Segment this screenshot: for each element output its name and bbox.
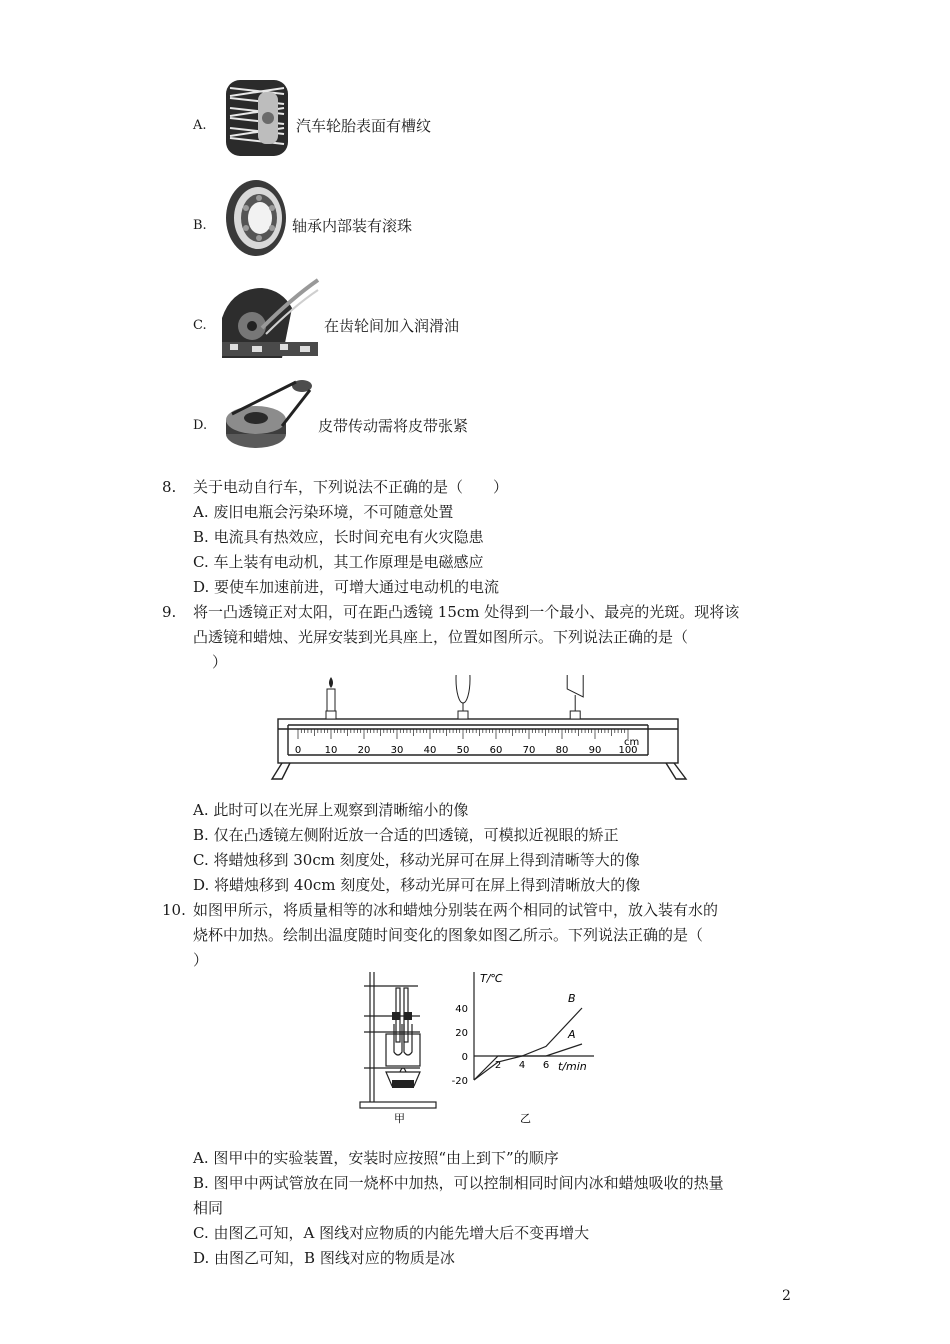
bench-tick-label: 90 (588, 745, 602, 756)
option-text: 要使车加速前进，可增大通过电动机的电流 (214, 578, 500, 596)
q7-option-c-text: 在齿轮间加入润滑油 (324, 317, 460, 335)
q8-stem: 关于电动自行车，下列说法不正确的是（ ） (193, 478, 509, 496)
q8-option-d (193, 577, 499, 597)
y-tick-label: -20 (451, 1076, 468, 1087)
option-text: 车上装有电动机，其工作原理是电磁感应 (213, 553, 484, 571)
y-tick-label: 40 (455, 1004, 468, 1015)
q8-number: 8. (162, 478, 177, 496)
q10-option-a (193, 1148, 559, 1168)
q10-stem-line-3: ） (193, 951, 209, 969)
q7-option-c-letter: C. (193, 318, 207, 333)
bench-tick-label: 30 (390, 745, 404, 756)
option-letter: C. (193, 553, 209, 571)
y-axis-label: T/℃ (480, 972, 503, 985)
option-letter: B. (193, 1174, 209, 1192)
option-text: 仅在凸透镜左侧附近放一合适的凹透镜，可模拟近视眼的矫正 (213, 826, 619, 844)
q7-option-a-text: 汽车轮胎表面有槽纹 (296, 117, 432, 135)
x-tick-label: 4 (518, 1060, 526, 1071)
q7-option-d-text: 皮带传动需将皮带张紧 (318, 417, 469, 435)
bench-tick-label: 0 (294, 745, 302, 756)
bench-scale-ticks (298, 729, 628, 739)
chart-tick-labels (452, 1004, 550, 1087)
convex-lens-icon (456, 675, 470, 719)
figure-label-jia: 甲 (394, 1112, 405, 1125)
gear-oil-icon (222, 278, 320, 358)
x-tick-label: 2 (494, 1060, 502, 1071)
option-letter: D. (193, 876, 210, 894)
x-tick-label: 6 (542, 1060, 550, 1071)
y-tick-label: 20 (455, 1028, 468, 1039)
bench-tick-label: 70 (522, 745, 536, 756)
bench-tick-label: 100 (618, 745, 638, 756)
option-text: 图甲中的实验装置，安装时应按照“由上到下”的顺序 (213, 1149, 559, 1167)
q9-number: 9. (162, 603, 177, 621)
option-letter: A. (193, 801, 209, 819)
y-tick-label: 0 (461, 1052, 468, 1063)
bench-tick-label: 20 (357, 745, 371, 756)
belt-drive-icon (222, 374, 314, 456)
q7-option-b-letter: B. (193, 218, 207, 233)
bench-tick-label: 10 (324, 745, 338, 756)
option-letter: C. (193, 851, 209, 869)
option-letter: B. (193, 826, 209, 844)
q8-option-c (193, 552, 484, 572)
option-text: 电流具有热效应，长时间充电有火灾隐患 (213, 528, 484, 546)
option-text: 图甲中两试管放在同一烧杯中加热，可以控制相同时间内冰和蜡烛吸收的热量 (213, 1174, 724, 1192)
q9-option-b (193, 825, 619, 845)
bench-tick-label: 50 (456, 745, 470, 756)
light-screen-icon (567, 675, 583, 719)
q10-option-d (193, 1248, 455, 1268)
option-text: 将蜡烛移到 30cm 刻度处，移动光屏可在屏上得到清晰等大的像 (213, 851, 640, 869)
q8-option-b (193, 527, 484, 547)
optical-bench-figure (268, 675, 688, 785)
option-letter: B. (193, 528, 209, 546)
q7-option-a-letter: A. (193, 118, 207, 133)
option-text: 将蜡烛移到 40cm 刻度处，移动光屏可在屏上得到清晰放大的像 (214, 876, 641, 894)
bench-unit-label: cm (624, 737, 640, 748)
page-number: 2 (782, 1288, 791, 1304)
q8-option-a (193, 502, 453, 522)
series-label-a: A (568, 1028, 576, 1041)
q9-stem-line-1: 将一凸透镜正对太阳，可在距凸透镜 15cm 处得到一个最小、最亮的光斑。现将该 (193, 603, 740, 621)
option-text: 此时可以在光屏上观察到清晰缩小的像 (213, 801, 469, 819)
option-text: 由图乙可知，A 图线对应物质的内能先增大后不变再增大 (213, 1224, 590, 1242)
q9-stem-line-3: ） (212, 653, 228, 671)
option-letter: C. (193, 1224, 209, 1242)
q10-option-b (193, 1173, 724, 1193)
q7-option-d-letter: D. (193, 418, 208, 433)
bench-tick-label: 60 (489, 745, 503, 756)
option-text: 由图乙可知，B 图线对应的物质是冰 (214, 1249, 455, 1267)
option-letter: A. (193, 503, 209, 521)
q9-option-d (193, 875, 640, 895)
bench-tick-label: 40 (423, 745, 437, 756)
heating-apparatus-figure (356, 968, 446, 1126)
x-axis-label: t/min (558, 1060, 587, 1073)
q10-number: 10. (162, 901, 186, 919)
temperature-time-chart (444, 968, 604, 1126)
q10-stem-line-1: 如图甲所示，将质量相等的冰和蜡烛分别装在两个相同的试管中，放入装有水的 (193, 901, 719, 919)
q10-option-c (193, 1223, 589, 1243)
tire-icon (222, 78, 292, 158)
q7-option-b-text: 轴承内部装有滚珠 (292, 217, 413, 235)
option-text: 废旧电瓶会污染环境，不可随意处置 (213, 503, 454, 521)
option-letter: D. (193, 1249, 210, 1267)
q10-option-b-continuation: 相同 (193, 1199, 224, 1217)
q9-option-a (193, 800, 468, 820)
option-letter: D. (193, 578, 210, 596)
series-label-b: B (568, 992, 576, 1005)
q9-option-c (193, 850, 640, 870)
q10-stem-line-2: 烧杯中加热。绘制出温度随时间变化的图象如图乙所示。下列说法正确的是（ (193, 926, 704, 944)
bearing-icon (222, 178, 288, 258)
figure-label-yi: 乙 (520, 1112, 531, 1125)
candle-icon (326, 677, 336, 719)
bench-tick-label: 80 (555, 745, 569, 756)
q9-stem-line-2: 凸透镜和蜡烛、光屏安装到光具座上，位置如图所示。下列说法正确的是（ (193, 628, 689, 646)
option-letter: A. (193, 1149, 209, 1167)
